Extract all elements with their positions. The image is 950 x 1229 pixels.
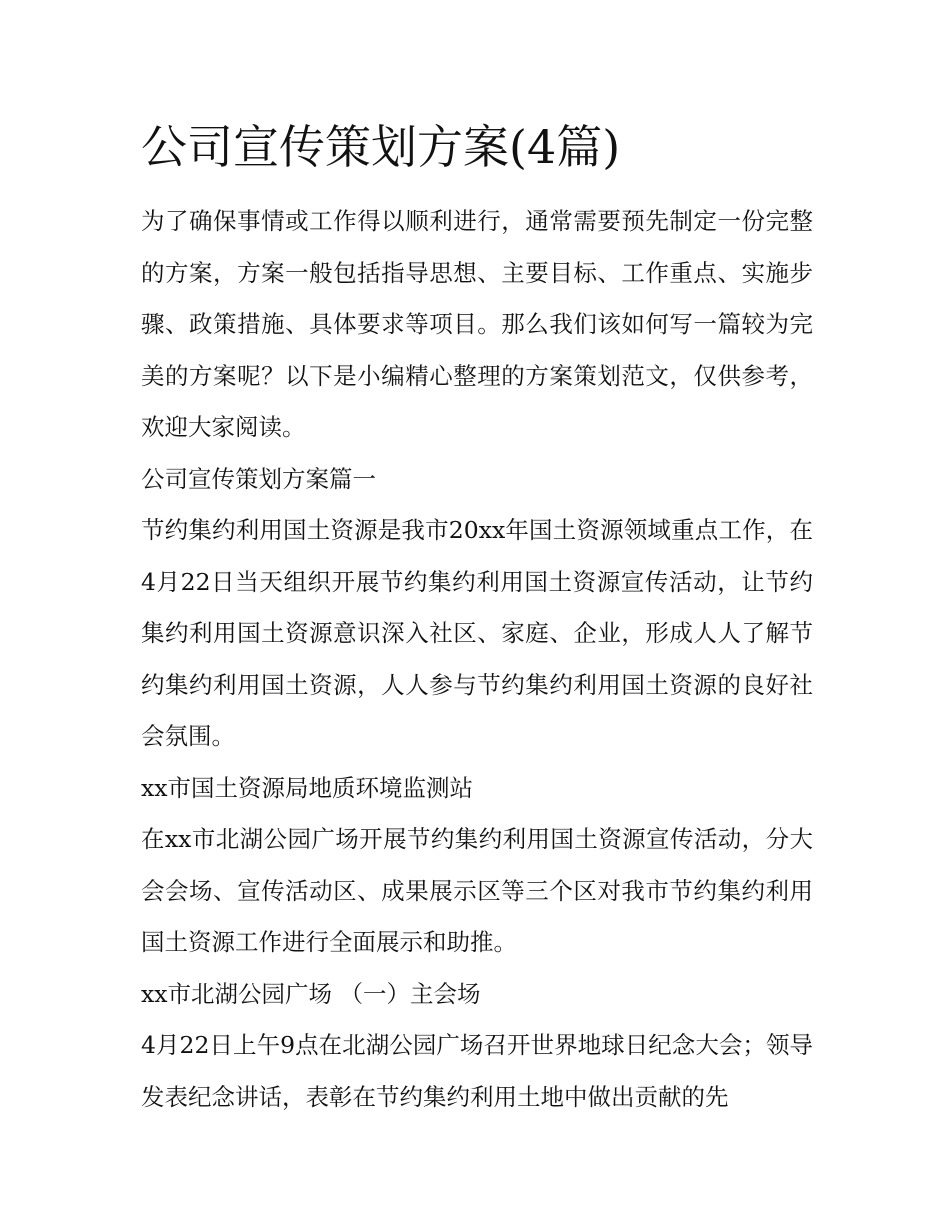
intro-paragraph: 为了确保事情或工作得以顺利进行，通常需要预先制定一份完整的方案，方案一般包括指导思想、主要目标、工作重点、实施步骤、政策措施、具体要求等项目。那么我们该如何写一篇较为完美的方案呢？以下是小编精心整理的方案策划范文，仅供参考，欢迎大家阅读。 xyxy=(141,207,813,441)
venue-line: xx市北湖公园广场 （一）主会场 xyxy=(141,979,481,1008)
organizer-line: xx市国土资源局地质环境监测站 xyxy=(141,773,474,802)
main-venue-paragraph: 4月22日上午9点在北湖公园广场召开世界地球日纪念大会；领导发表纪念讲话，表彰在节约集约利用土地中做出贡献的先 xyxy=(141,1031,813,1111)
section-1-paragraph: 节约集约利用国土资源是我市20xx年国土资源领域重点工作，在4月22日当天组织开展节约集约利用国土资源宣传活动，让节约集约利用国土资源意识深入社区、家庭、企业，形成人人了解节约集约利用国土资源，人人参与节约集约利用国土资源的良好社会氛围。 xyxy=(141,516,813,750)
document-page xyxy=(141,112,813,1123)
activity-paragraph: 在xx市北湖公园广场开展节约集约利用国土资源宣传活动，分大会会场、宣传活动区、成果展示区等三个区对我市节约集约利用国土资源工作进行全面展示和助推。 xyxy=(141,825,813,956)
document-title: 公司宣传策划方案(4篇) xyxy=(141,120,621,174)
section-heading-1: 公司宣传策划方案篇一 xyxy=(141,464,376,493)
